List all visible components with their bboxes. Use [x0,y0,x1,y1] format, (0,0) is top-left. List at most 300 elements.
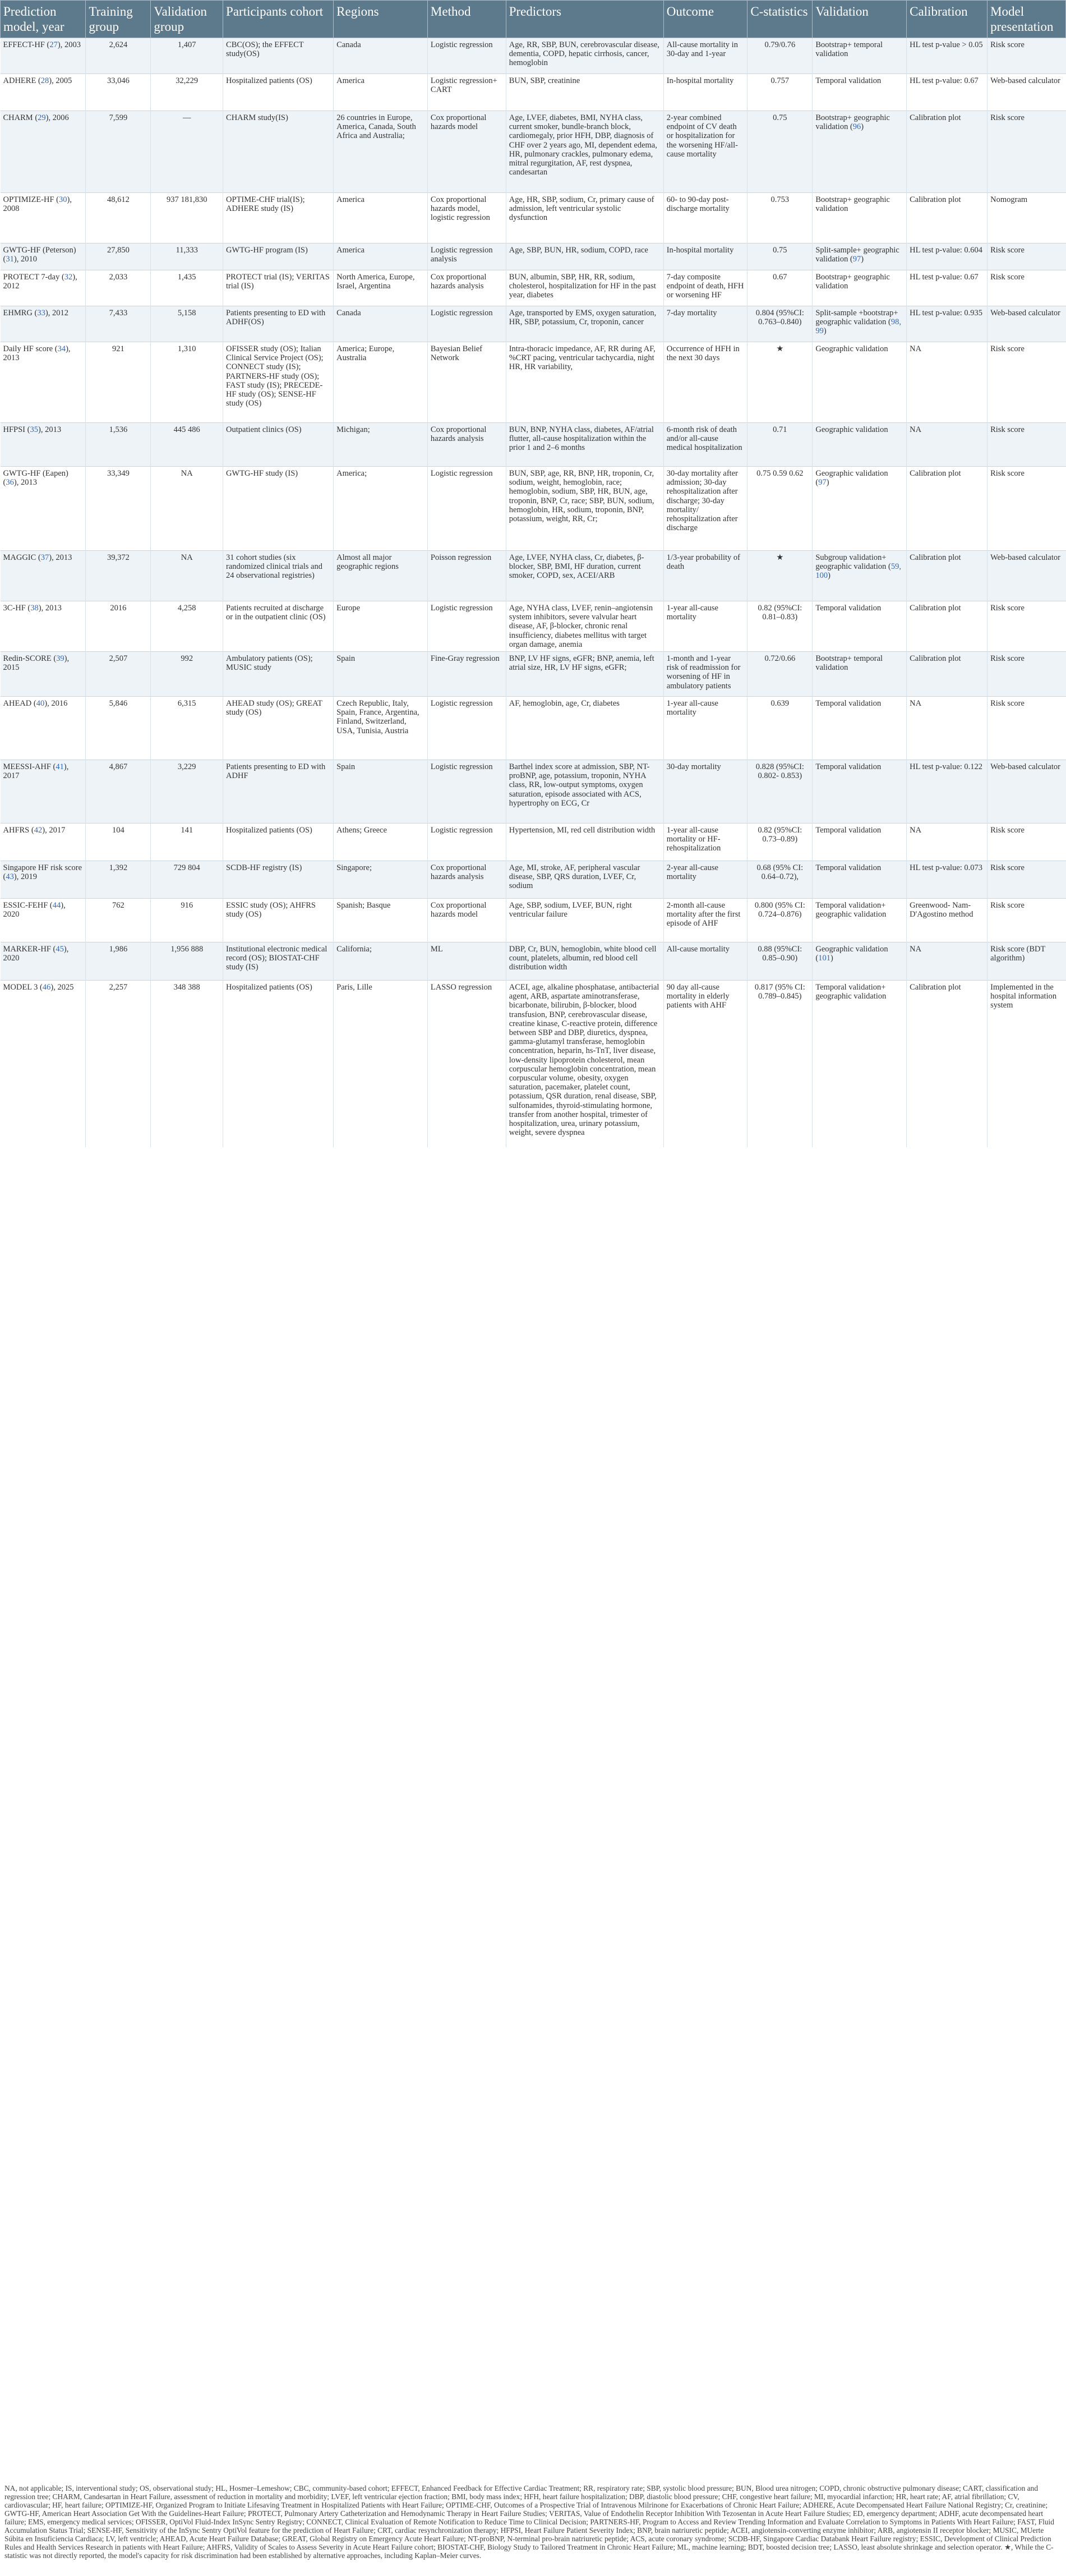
model-year: , 2010 [16,255,37,264]
validation-group-cell: NA [151,551,223,601]
predictors-cell: Age, transported by EMS, oxygen saturation, HR, SBP, potassium, Cr, troponin, cancer [506,306,663,342]
calibration-cell: Calibration plot [907,652,987,697]
region-cell: Spain [334,760,428,824]
validation-group-cell: 4,258 [151,601,223,652]
validation-group-cell: 32,229 [151,74,223,111]
method-cell: Poisson regression [427,551,506,601]
model-cell: Daily HF score (34), 2013 [1,342,86,423]
validation-cell [813,697,907,760]
validation-reference: 97) [818,478,829,487]
cohort-cell: Patients recruited at discharge or in the outpatient clinic (OS) [223,601,334,652]
predictors-cell: BUN, BNP, NYHA class, diabetes, AF/atrial flutter, all-cause hospitalization within the prior 1 and 2–6 months [506,423,663,467]
outcome-cell: All-cause mortality in 30-day and 1-year [663,38,747,74]
calibration-cell: HL test p-value > 0.05 [907,38,987,74]
table-row [1,824,1066,861]
model-cell: EHMRG (33), 2012 [1,306,86,342]
model-name: OPTIMIZE-HF [3,195,54,204]
validation-cell [813,861,907,899]
region-cell: America [334,243,428,270]
validation-cell [813,652,907,697]
model-cell: GWTG-HF (Eapen) (36), 2013 [1,467,86,551]
calibration-cell: Calibration plot [907,193,987,243]
col-header-regions: Regions [334,1,428,38]
training-group-cell: 2,033 [86,270,151,306]
cstatistics-cell: 0.800 (95% CI: 0.724–0.876) [747,899,813,942]
method-cell: Bayesian Belief Network [427,342,506,423]
validation-reference-link[interactable]: 98, 99 [815,318,901,336]
method-cell: Logistic regression analysis [427,243,506,270]
region-cell: Michigan; [334,423,428,467]
validation-cell [813,193,907,243]
col-header-validation: Validation [813,1,907,38]
model-reference-link[interactable]: 33 [37,309,45,318]
region-cell: California; [334,942,428,981]
validation-group-cell: 11,333 [151,243,223,270]
col-header-training: Training group [86,1,151,38]
validation-reference-link[interactable]: 97 [818,478,827,487]
calibration-cell: HL test p-value: 0.122 [907,760,987,824]
validation-text: Temporal validation+ geographic validation [815,983,887,1001]
validation-cell [813,601,907,652]
model-name: CHARM [3,113,33,122]
cstatistics-cell: 0.817 (95% CI: 0.789–0.845) [747,981,813,1147]
presentation-cell: Web-based calculator [987,760,1066,824]
cstatistics-cell: ★ [747,551,813,601]
model-cell: MEESSI-AHF (41), 2017 [1,760,86,824]
cstatistics-cell: 0.82 (95%CI: 0.81–0.83) [747,601,813,652]
predictors-cell: Hypertension, MI, red cell distribution width [506,824,663,861]
model-cell: HFPSI (35), 2013 [1,423,86,467]
table-row [1,899,1066,942]
validation-reference: 101) [818,954,833,963]
model-reference-link[interactable]: 28 [40,76,49,85]
cohort-cell: SCDB-HF registry (IS) [223,861,334,899]
method-cell: Logistic regression [427,467,506,551]
validation-reference-link[interactable]: 101 [818,954,830,963]
outcome-cell: 6-month risk of death and/or all-cause medical hospitalization [663,423,747,467]
model-year: , 2020 [3,945,69,963]
table-row [1,551,1066,601]
training-group-cell: 27,850 [86,243,151,270]
calibration-cell: NA [907,824,987,861]
table-row [1,942,1066,981]
col-header-validation-group: Validation group [151,1,223,38]
presentation-cell: Risk score [987,467,1066,551]
region-cell: America [334,193,428,243]
model-name: Singapore HF risk score [3,863,82,873]
presentation-cell: Risk score (BDT algorithm) [987,942,1066,981]
outcome-cell: 1/3-year probability of death [663,551,747,601]
col-header-model: Prediction model, year [1,1,86,38]
validation-cell [813,342,907,423]
model-reference-link[interactable]: 31 [6,255,14,264]
validation-cell [813,74,907,111]
presentation-cell: Web-based calculator [987,306,1066,342]
region-cell: America; Europe, Australia [334,342,428,423]
model-year: , 2003 [60,40,81,49]
validation-cell [813,942,907,981]
cstatistics-cell: 0.804 (95%CI: 0.763–0.840) [747,306,813,342]
predictors-cell: Age, MI, stroke, AF, peripheral vascular disease, SBP, QRS duration, LVEF, Cr, sodium [506,861,663,899]
method-cell: Fine-Gray regression [427,652,506,697]
predictors-cell: Age, LVEF, NYHA class, Cr, diabetes, β-blocker, SBP, BMI, HF duration, current smoker, COPD, sex, ACEI/ARB [506,551,663,601]
region-cell: Athens; Greece [334,824,428,861]
model-year: , 2005 [52,76,72,85]
cohort-cell: Patients presenting to ED with ADHF(OS) [223,306,334,342]
method-cell: Logistic regression [427,697,506,760]
table-row [1,467,1066,551]
region-cell: Spanish; Basque [334,899,428,942]
table-row [1,306,1066,342]
validation-text: Temporal validation [815,762,882,772]
cstatistics-cell: 0.71 [747,423,813,467]
cohort-cell: Ambulatory patients (OS); MUSIC study [223,652,334,697]
validation-reference-link[interactable]: 96 [852,122,861,132]
model-reference-link[interactable]: 40 [36,699,45,709]
calibration-cell: HL test p-value: 0.67 [907,270,987,306]
training-group-cell: 5,846 [86,697,151,760]
presentation-cell: Risk score [987,243,1066,270]
cstatistics-cell: 0.757 [747,74,813,111]
presentation-cell: Web-based calculator [987,74,1066,111]
cstatistics-cell: 0.75 [747,111,813,193]
presentation-cell: Risk score [987,111,1066,193]
model-reference-link[interactable]: 44 [52,901,61,910]
validation-text: Temporal validation [815,699,882,709]
predictors-cell: Barthel index score at admission, SBP, NT-proBNP, age, potassium, troponin, NYHA class, RR, low-output symptoms, oxygen saturation, episode associated with ACS, hypertrophy on ECG, Cr [506,760,663,824]
table-row [1,697,1066,760]
cstatistics-cell: 0.75 0.59 0.62 [747,467,813,551]
validation-group-cell: — [151,111,223,193]
cohort-cell: Hospitalized patients (OS) [223,824,334,861]
calibration-cell: NA [907,942,987,981]
calibration-cell: Calibration plot [907,551,987,601]
prediction-model-table [0,0,1066,1147]
outcome-cell: Occurrence of HFH in the next 30 days [663,342,747,423]
model-cell: MODEL 3 (46), 2025 [1,981,86,1147]
presentation-cell: Risk score [987,342,1066,423]
training-group-cell: 4,867 [86,760,151,824]
validation-text: Bootstrap+ geographic validation [815,273,890,291]
validation-group-cell: 992 [151,652,223,697]
validation-group-cell: 445 486 [151,423,223,467]
model-year: , 2013 [52,553,72,562]
outcome-cell: In-hospital mortality [663,243,747,270]
outcome-cell: 2-year all-cause mortality [663,861,747,899]
header-row [1,1,1066,38]
outcome-cell: 7-day composite endpoint of death, HFH or worsening HF [663,270,747,306]
outcome-cell: 90 day all-cause mortality in elderly patients with AHF [663,981,747,1147]
training-group-cell: 33,046 [86,74,151,111]
presentation-cell: Risk score [987,601,1066,652]
model-name: Daily HF score [3,344,53,353]
model-reference-link[interactable]: 37 [40,553,49,562]
model-cell: 3C-HF (38), 2013 [1,601,86,652]
predictors-cell: Age, SBP, BUN, HR, sodium, COPD, race [506,243,663,270]
model-reference-link[interactable]: 32 [64,273,73,282]
method-cell: Cox proportional hazards analysis [427,861,506,899]
model-reference-link[interactable]: 36 [6,478,14,487]
training-group-cell: 104 [86,824,151,861]
training-group-cell: 7,599 [86,111,151,193]
outcome-cell: 1-month and 1-year risk of readmission for worsening of HF in ambulatory patients [663,652,747,697]
cohort-cell: OFISSER study (OS); Italian Clinical Service Project (OS); CONNECT study (IS); PARTNERS-HF study (OS); FAST study (IS); PRECEDE-HF study (OS); SENSE-HF study (OS) [223,342,334,423]
model-cell: AHEAD (40), 2016 [1,697,86,760]
training-group-cell: 2,624 [86,38,151,74]
validation-cell [813,760,907,824]
model-year: , 2017 [3,762,69,781]
model-reference-link[interactable]: 41 [56,762,64,772]
model-cell: OPTIMIZE-HF (30), 2008 [1,193,86,243]
calibration-cell: HL test p-value: 0.935 [907,306,987,342]
presentation-cell: Risk score [987,38,1066,74]
outcome-cell: 60- to 90-day post-discharge mortality [663,193,747,243]
validation-cell [813,981,907,1147]
method-cell: Cox proportional hazards analysis [427,270,506,306]
validation-reference-link[interactable]: 59, 100 [815,562,901,581]
outcome-cell: 1-year all-cause mortality or HF-rehospitalization [663,824,747,861]
validation-text: Geographic validation ( [815,945,888,963]
model-name: ESSIC-FEHF [3,901,48,910]
method-cell: Logistic regression [427,760,506,824]
predictors-cell: Age, RR, SBP, BUN, cerebrovascular disease, dementia, COPD, hepatic cirrhosis, cancer, hemoglobin [506,38,663,74]
predictors-cell: ACEI, age, alkaline phosphatase, antibacterial agent, ARB, aspartate aminotransferase, bicarbonate, bilirubin, β-blocker, blood transfusion, BNP, cerebrovascular disease, creatine kinase, C-reactive protein, difference between SBP and DBP, diuretics, dyspnea, gamma-glutamyl transferase, hemoglobin concentration, heparin, hs-TnT, liver disease, low-density lipoprotein cholesterol, mean corpuscular hemoglobin concentration, mean corpuscular volume, obesity, oxygen saturation, pacemaker, platelet count, potassium, QSR duration, renal disease, SBP, sulfonamides, thyroid-stimulating hormone, transfer from another hospital, trimester of hospitalization, urea, urinary potassium, weight, severe dyspnea [506,981,663,1147]
model-name: EFFECT-HF [3,40,45,49]
cohort-cell: CHARM study(IS) [223,111,334,193]
cohort-cell: AHEAD study (OS); GREAT study (OS) [223,697,334,760]
model-name: MARKER-HF [3,945,51,954]
model-cell: MARKER-HF (45), 2020 [1,942,86,981]
training-group-cell: 1,392 [86,861,151,899]
cohort-cell: OPTIME-CHF trial(IS); ADHERE study (IS) [223,193,334,243]
model-cell: Redin-SCORE (39), 2015 [1,652,86,697]
presentation-cell: Risk score [987,861,1066,899]
validation-group-cell: 5,158 [151,306,223,342]
calibration-cell: HL test p-value: 0.67 [907,74,987,111]
outcome-cell: 2-year combined endpoint of CV death or hospitalization for the worsening HF/all-cause mortality [663,111,747,193]
validation-group-cell: 729 804 [151,861,223,899]
presentation-cell: Nomogram [987,193,1066,243]
outcome-cell: 30-day mortality [663,760,747,824]
training-group-cell: 1,986 [86,942,151,981]
region-cell: North America, Europe, Israel, Argentina [334,270,428,306]
training-group-cell: 2,257 [86,981,151,1147]
model-cell: EFFECT-HF (27), 2003 [1,38,86,74]
validation-group-cell: 916 [151,899,223,942]
region-cell: Paris, Lille [334,981,428,1147]
validation-group-cell: 141 [151,824,223,861]
model-cell: MAGGIC (37), 2013 [1,551,86,601]
model-name: PROTECT 7-day [3,273,60,282]
method-cell: Logistic regression [427,824,506,861]
validation-cell [813,111,907,193]
cohort-cell: CBC(OS); the EFFECT study(OS) [223,38,334,74]
model-name: Redin-SCORE [3,654,52,664]
training-group-cell: 39,372 [86,551,151,601]
predictors-cell: BUN, SBP, age, RR, BNP, HR, troponin, Cr, sodium, weight, hemoglobin, race; hemoglobin, sodium, SBP, HR, BUN, age, troponin, BNP, Cr, race; SBP, BUN, sodium, hemoglobin, HR, sodium, troponin, BNP, potassium, weight, RR, Cr; [506,467,663,551]
col-header-predictors: Predictors [506,1,663,38]
cohort-cell: GWTG-HF study (IS) [223,467,334,551]
validation-cell [813,467,907,551]
cohort-cell: Outpatient clinics (OS) [223,423,334,467]
method-cell: Cox proportional hazards model [427,899,506,942]
presentation-cell: Risk score [987,899,1066,942]
presentation-cell: Risk score [987,824,1066,861]
presentation-cell: Web-based calculator [987,551,1066,601]
model-reference-link[interactable]: 34 [57,344,66,353]
cohort-cell: Hospitalized patients (OS) [223,74,334,111]
model-cell: ESSIC-FEHF (44), 2020 [1,899,86,942]
outcome-cell: 1-year all-cause mortality [663,601,747,652]
predictors-cell: Age, SBP, sodium, LVEF, BUN, right ventricular failure [506,899,663,942]
predictors-cell: BNP, LV HF signs, eGFR; BNP, anemia, left atrial size, HR, LV HF signs, eGFR; [506,652,663,697]
cohort-cell: Hospitalized patients (OS) [223,981,334,1147]
method-cell: ML [427,942,506,981]
model-year: , 2013 [40,425,62,434]
model-reference-link[interactable]: 39 [56,654,64,664]
validation-text: Bootstrap+ geographic validation ( [815,113,890,132]
validation-group-cell: 1,407 [151,38,223,74]
cstatistics-cell: 0.639 [747,697,813,760]
predictors-cell: BUN, albumin, SBP, HR, RR, sodium, cholesterol, hospitalization for HF in the past year, diabetes [506,270,663,306]
col-header-calibration: Calibration [907,1,987,38]
predictors-cell: BUN, SBP, creatinine [506,74,663,111]
validation-text: Subgroup validation+ geographic validation ( [815,553,891,572]
validation-text: Temporal validation [815,826,882,835]
training-group-cell: 1,536 [86,423,151,467]
method-cell: Cox proportional hazards analysis [427,423,506,467]
model-year: , 2017 [45,826,66,835]
outcome-cell: 1-year all-cause mortality [663,697,747,760]
calibration-cell: Calibration plot [907,981,987,1147]
region-cell: Canada [334,38,428,74]
validation-reference: 98, 99) [815,318,901,336]
validation-text: Temporal validation+ geographic validation [815,901,887,919]
table-row [1,861,1066,899]
model-year: , 2008 [3,195,72,214]
validation-reference: 97) [852,255,864,264]
col-header-method: Method [427,1,506,38]
validation-reference-link[interactable]: 97 [852,255,861,264]
presentation-cell: Implemented in the hospital information system [987,981,1066,1147]
validation-reference: 59, 100) [815,562,901,581]
model-reference-link[interactable]: 46 [42,983,51,992]
cohort-cell: GWTG-HF program (IS) [223,243,334,270]
method-cell: LASSO regression [427,981,506,1147]
outcome-cell: 30-day mortality after admission; 30-day rehospitalization after discharge; 30-day mortality/ rehospitalization after discharge [663,467,747,551]
calibration-cell: NA [907,342,987,423]
validation-cell [813,824,907,861]
model-reference-link[interactable]: 30 [59,195,67,204]
model-year: , 2020 [3,901,66,919]
validation-group-cell: 348 388 [151,981,223,1147]
model-cell: PROTECT 7-day (32), 2012 [1,270,86,306]
validation-group-cell: 1,435 [151,270,223,306]
validation-text: Temporal validation [815,863,882,873]
training-group-cell: 762 [86,899,151,942]
method-cell: Cox proportional hazards model [427,111,506,193]
model-reference-link[interactable]: 35 [30,425,38,434]
model-reference-link[interactable]: 38 [30,604,39,613]
model-reference-link[interactable]: 45 [56,945,64,954]
predictors-cell: DBP, Cr, BUN, hemoglobin, white blood cell count, platelets, albumin, red blood cell distribution width [506,942,663,981]
model-reference-link[interactable]: 27 [49,40,58,49]
validation-group-cell: 1,310 [151,342,223,423]
cstatistics-cell: 0.828 (95%CI: 0.802- 0.853) [747,760,813,824]
cstatistics-cell: ★ [747,342,813,423]
model-year: , 2016 [47,699,68,709]
cstatistics-cell: 0.88 (95%CI: 0.85–0.90) [747,942,813,981]
training-group-cell: 921 [86,342,151,423]
table-row [1,111,1066,193]
validation-text: Temporal validation [815,604,882,613]
region-cell: Almost all major geographic regions [334,551,428,601]
validation-text: Geographic validation [815,425,888,434]
validation-group-cell: NA [151,467,223,551]
cstatistics-cell: 0.79/0.76 [747,38,813,74]
calibration-cell: Calibration plot [907,467,987,551]
calibration-cell: Greenwood- Nam- D'Agostino method [907,899,987,942]
validation-text: Bootstrap+ geographic validation [815,195,890,214]
outcome-cell: In-hospital mortality [663,74,747,111]
cohort-cell: ESSIC study (OS); AHFRS study (OS) [223,899,334,942]
model-name: ADHERE [3,76,36,85]
validation-group-cell: 937 181,830 [151,193,223,243]
outcome-cell: 7-day mortality [663,306,747,342]
model-name: GWTG-HF (Eapen) [3,469,68,478]
method-cell: Logistic regression [427,601,506,652]
table-row [1,38,1066,74]
calibration-cell: HL test p-value: 0.604 [907,243,987,270]
table-row [1,342,1066,423]
model-year: , 2013 [3,344,71,363]
method-cell: Logistic regression [427,38,506,74]
model-reference-link[interactable]: 42 [34,826,43,835]
model-cell: Singapore HF risk score (43), 2019 [1,861,86,899]
presentation-cell: Risk score [987,423,1066,467]
validation-cell [813,551,907,601]
training-group-cell: 2016 [86,601,151,652]
col-header-presentation: Model presentation [987,1,1066,38]
presentation-cell: Risk score [987,697,1066,760]
model-name: GWTG-HF (Peterson) [3,246,76,255]
model-name: HFPSI [3,425,25,434]
region-cell: 26 countries in Europe, America, Canada, South Africa and Australia; [334,111,428,193]
table-body [1,38,1066,1147]
presentation-cell: Risk score [987,270,1066,306]
training-group-cell: 48,612 [86,193,151,243]
table-row [1,243,1066,270]
model-year: , 2019 [16,872,37,882]
model-name: MODEL 3 [3,983,38,992]
model-year: , 2015 [3,654,70,673]
presentation-cell: Risk score [987,652,1066,697]
validation-cell [813,270,907,306]
predictors-cell: Age, HR, SBP, sodium, Cr, primary cause of admission, left ventricular systolic dysfunction [506,193,663,243]
predictors-cell: AF, hemoglobin, age, Cr, diabetes [506,697,663,760]
model-reference-link[interactable]: 43 [6,872,14,882]
cohort-cell: Patients presenting to ED with ADHF [223,760,334,824]
table-row [1,423,1066,467]
table-row [1,981,1066,1147]
cstatistics-cell: 0.72/0.66 [747,652,813,697]
col-header-cohort: Participants cohort [223,1,334,38]
region-cell: Czech Republic, Italy, Spain, France, Argentina, Finland, Switzerland, USA, Tunisia, Austria [334,697,428,760]
model-reference-link[interactable]: 29 [38,113,46,122]
cohort-cell: 31 cohort studies (six randomized clinical trials and 24 observational registries) [223,551,334,601]
model-name: EHMRG [3,309,33,318]
model-year: , 2013 [16,478,37,487]
